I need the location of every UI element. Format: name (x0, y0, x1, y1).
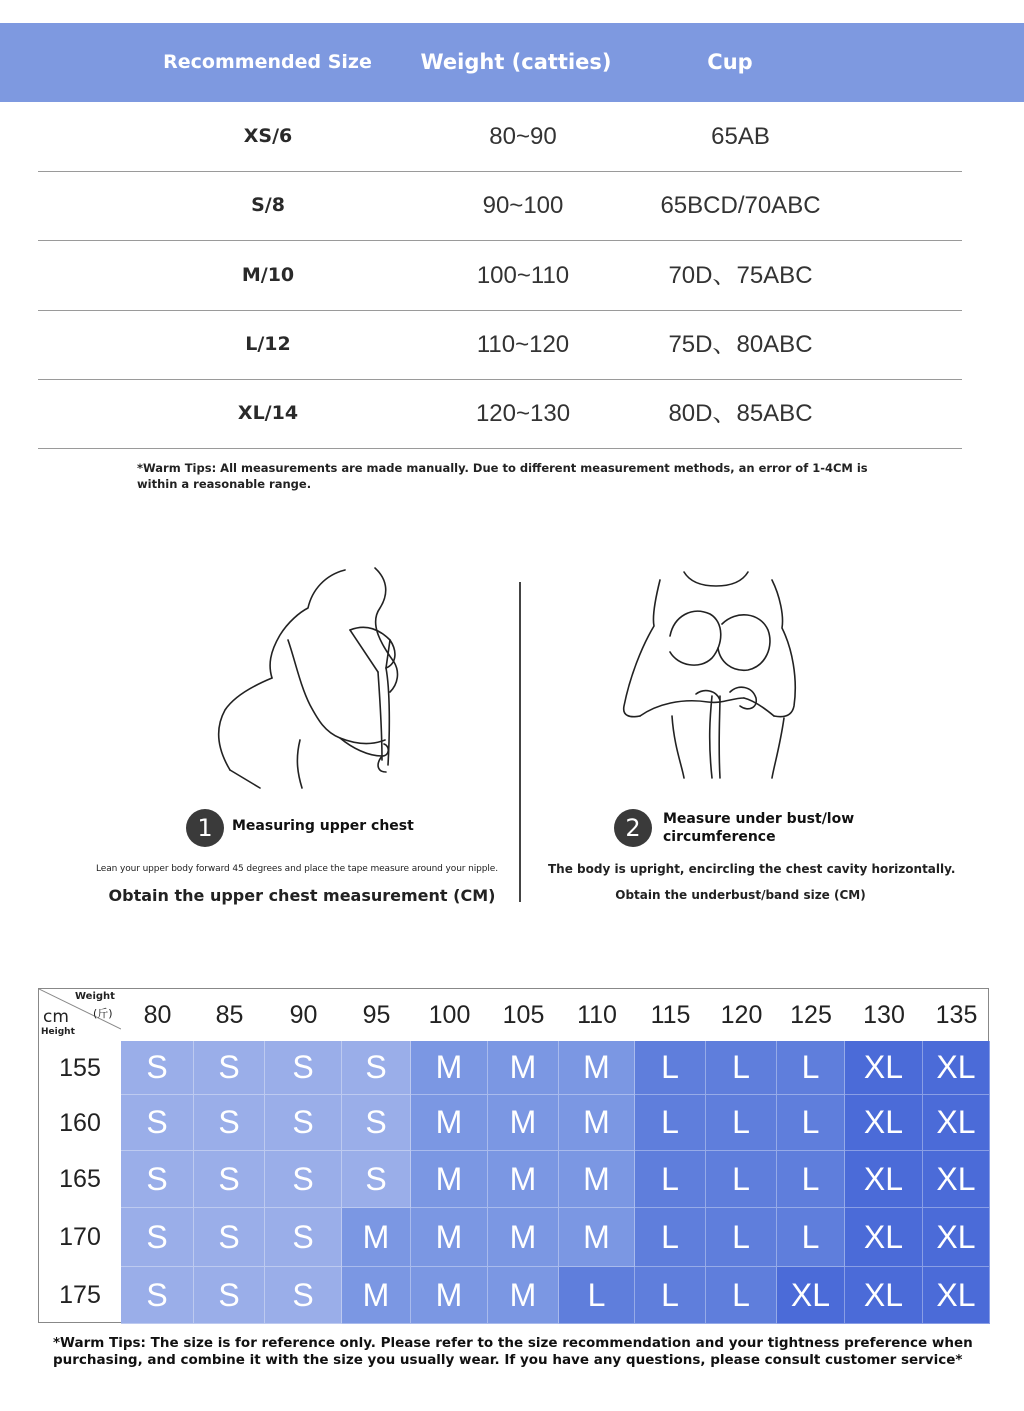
size-cell: L (635, 1095, 706, 1151)
weight-column-header: 120 (720, 1001, 763, 1029)
header-cup: Cup (707, 50, 753, 74)
size-cell: M (411, 1041, 488, 1095)
corner-height-unit: cm (43, 1007, 69, 1027)
weight-column-header: 100 (428, 1001, 471, 1029)
size-cell: M (488, 1151, 559, 1208)
size-cell: S (194, 1095, 265, 1151)
size-matrix (38, 988, 989, 1323)
weight-column-header: 115 (650, 1001, 691, 1029)
weight-column-header: 110 (577, 1001, 617, 1029)
size-cell: XL (923, 1151, 990, 1208)
step-obtain-note: Obtain the upper chest measurement (CM) (108, 886, 496, 905)
size-cell: L (635, 1151, 706, 1208)
weight-column-header: 130 (863, 1001, 905, 1029)
height-row-header: 160 (59, 1109, 101, 1137)
cup-cell: 75D、80ABC (668, 331, 813, 358)
size-cell: S (194, 1267, 265, 1324)
size-cell: M (411, 1151, 488, 1208)
size-cell: L (777, 1041, 845, 1095)
weight-column-header: 85 (215, 1001, 244, 1029)
size-cell: M (488, 1208, 559, 1267)
size-cell: S (121, 1208, 194, 1267)
size-cell: S/8 (251, 194, 285, 216)
size-cell: M (559, 1208, 635, 1267)
size-cell: M (411, 1208, 488, 1267)
size-cell: XL (845, 1095, 923, 1151)
size-cell: XL (845, 1208, 923, 1267)
size-cell: S (121, 1151, 194, 1208)
step-title: Measuring upper chest (232, 818, 414, 834)
weight-column-header: 135 (935, 1001, 978, 1029)
weight-cell: 100~110 (476, 262, 570, 289)
height-row-header: 155 (59, 1054, 101, 1082)
size-cell: L (706, 1267, 777, 1324)
size-reference-tip: *Warm Tips: The size is for reference only. Please refer to the size recommendation and your tightness preference when purchasing, and combine it with the size you usually wear. If you have any questions, please consult customer service* (53, 1335, 973, 1368)
cup-cell: 70D、75ABC (668, 262, 813, 289)
size-cell: S (194, 1151, 265, 1208)
corner-weight-unit: (斤) (93, 1007, 113, 1020)
size-cell: L (777, 1151, 845, 1208)
size-cell: M (488, 1267, 559, 1324)
size-cell: M (559, 1151, 635, 1208)
size-cell: XL (845, 1267, 923, 1324)
corner-weight-label: Weight (75, 991, 115, 1002)
size-cell: S (265, 1151, 342, 1208)
header-weight: Weight (catties) (420, 50, 612, 74)
size-cell: XL (923, 1208, 990, 1267)
size-cell: L (635, 1208, 706, 1267)
size-cell: M (559, 1095, 635, 1151)
weight-cell: 80~90 (489, 123, 557, 150)
size-cell: L (777, 1095, 845, 1151)
size-cell: L (706, 1041, 777, 1095)
size-cell: S (121, 1041, 194, 1095)
step-number-badge: 2 (614, 809, 652, 847)
weight-column-header: 105 (502, 1001, 545, 1029)
corner-height-label: Height (41, 1027, 75, 1037)
weight-cell: 120~130 (475, 400, 571, 427)
grid-corner-label (39, 989, 121, 1041)
size-cell: S (265, 1041, 342, 1095)
size-cell: S (342, 1095, 411, 1151)
height-row-header: 170 (59, 1223, 101, 1251)
size-cell: M (411, 1095, 488, 1151)
size-cell: L (706, 1208, 777, 1267)
header-recommended-size: Recommended Size (163, 51, 372, 73)
height-row-header: 175 (59, 1281, 101, 1309)
cup-cell: 65BCD/70ABC (660, 192, 821, 219)
size-cell: L (635, 1041, 706, 1095)
size-cell: S (194, 1041, 265, 1095)
table-row (38, 379, 962, 449)
table-row (38, 102, 962, 172)
step-obtain-note: Obtain the underbust/band size (CM) (615, 888, 866, 902)
underbust-figure-illustration (612, 566, 822, 781)
size-cell: S (121, 1095, 194, 1151)
size-cell: XL (845, 1041, 923, 1095)
size-cell: M (559, 1041, 635, 1095)
size-cell: M (488, 1095, 559, 1151)
cup-cell: 80D、85ABC (668, 400, 813, 427)
table-row (38, 171, 962, 241)
weight-cell: 90~100 (482, 192, 564, 219)
size-cell: M (342, 1208, 411, 1267)
size-cell: L (635, 1267, 706, 1324)
step-description: The body is upright, encircling the chest cavity horizontally. (548, 862, 956, 876)
size-cell: XL (923, 1267, 990, 1324)
size-cell: L (706, 1095, 777, 1151)
size-cell: L (777, 1208, 845, 1267)
weight-column-header: 80 (143, 1001, 172, 1029)
size-cell: M (342, 1267, 411, 1324)
size-cell: S (194, 1208, 265, 1267)
table-row (38, 241, 962, 311)
weight-column-header: 90 (289, 1001, 318, 1029)
upper-chest-figure-illustration (200, 560, 430, 790)
size-cell: S (265, 1267, 342, 1324)
weight-column-header: 95 (362, 1001, 391, 1029)
height-row-header: 165 (59, 1165, 101, 1193)
size-cell: S (121, 1267, 194, 1324)
size-cell: XL (777, 1267, 845, 1324)
size-cell: XL/14 (237, 402, 299, 424)
size-cell: L (706, 1151, 777, 1208)
weight-cell: 110~120 (476, 331, 570, 358)
step-title: Measure under bust/low circumference (663, 811, 855, 845)
size-cell: S (342, 1041, 411, 1095)
size-cell: L/12 (245, 333, 291, 355)
illustration-divider (519, 582, 521, 902)
size-cell: S (342, 1151, 411, 1208)
size-cell: S (265, 1208, 342, 1267)
size-cell: S (265, 1095, 342, 1151)
size-cell: M (488, 1041, 559, 1095)
size-cell: XS/6 (243, 125, 293, 147)
size-cell: M/10 (241, 264, 295, 286)
cup-cell: 65AB (711, 123, 770, 150)
size-cell: XL (845, 1151, 923, 1208)
step-number-badge: 1 (186, 809, 224, 847)
measurement-tip: *Warm Tips: All measurements are made manually. Due to different measurement methods, an error of 1-4CM is within a reasonable range. (137, 461, 868, 491)
weight-column-header: 125 (790, 1001, 832, 1029)
step-description: Lean your upper body forward 45 degrees and place the tape measure around your nipple. (96, 864, 498, 874)
size-table-header (0, 23, 1024, 102)
table-row (38, 310, 962, 380)
size-cell: L (559, 1267, 635, 1324)
size-cell: XL (923, 1041, 990, 1095)
size-cell: XL (923, 1095, 990, 1151)
size-cell: M (411, 1267, 488, 1324)
